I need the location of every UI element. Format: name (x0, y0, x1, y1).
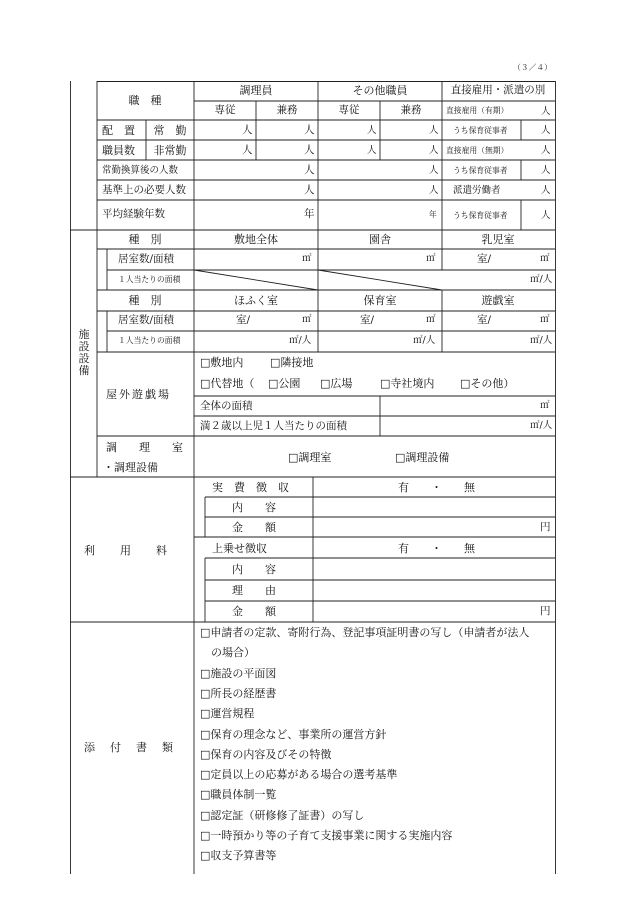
total-area-label: 全体の面積 (200, 400, 253, 412)
attachment-item[interactable]: □定員以上の応募がある場合の選考基準 (200, 768, 398, 782)
fte-label: 常勤換算後の人数 (102, 165, 179, 176)
adjacent-checkbox[interactable]: □隣接地 (270, 356, 314, 369)
dispatch-unit: 人 (541, 185, 551, 196)
dispatch-worker-label: 派遣労働者 (453, 185, 501, 196)
attachment-item[interactable]: □所長の経歴書 (200, 686, 277, 700)
cook-header: 調理員 (239, 84, 273, 97)
cook-fulltime-part-unit: 人 (242, 144, 253, 156)
attachment-item[interactable]: □一時預かり等の子育て支援事業に関する実施内容 (200, 829, 453, 842)
actual-cost-content-label: 内 容 (232, 501, 276, 514)
infant-per-person-unit: ㎡/人 (530, 274, 553, 285)
site-total-area-unit: ㎡ (302, 253, 312, 264)
other-fulltime-part-unit: 人 (367, 145, 377, 156)
rooms-area-label-2: 居室数/面積 (118, 314, 175, 326)
crawl-room-header: ほふく室 (234, 294, 278, 307)
crawl-room-area-unit: ㎡ (302, 314, 312, 325)
direct-fixed-unit: 人 (541, 106, 551, 117)
surcharge-label: 上乗せ徴収 (212, 542, 267, 555)
childcare-fixed-unit: 人 (541, 125, 551, 136)
childcare-unfixed-unit: 人 (541, 165, 551, 176)
temple-checkbox[interactable]: □寺社境内 (380, 377, 435, 390)
infant-room-slash: 室/ (477, 253, 492, 265)
other-fulltime-header: 専従 (338, 104, 360, 116)
actual-cost-amount-label: 金 額 (232, 521, 276, 534)
direct-unfixed-term-label: 直接雇用（無期） (446, 146, 509, 155)
part-time-label: 非常勤 (153, 144, 187, 157)
kitchen-equipment-checkbox[interactable]: □調理設備 (395, 451, 450, 464)
alternative-site-checkbox[interactable]: □代替地（ (200, 377, 255, 390)
kitchen-room-checkbox[interactable]: □調理室 (288, 451, 332, 464)
building-area-unit: ㎡ (426, 253, 436, 264)
total-area-unit: ㎡ (540, 400, 550, 411)
nursery-room-area-unit: ㎡ (426, 314, 436, 325)
kitchen-label-line1: 調 理 室 (106, 441, 183, 454)
other-fte-unit: 人 (429, 165, 439, 176)
play-per-person-unit: ㎡/人 (530, 335, 553, 346)
placement-label: 配 置 (102, 124, 135, 137)
infant-room-area-unit: ㎡ (540, 253, 550, 264)
other-concurrent-regular-unit: 人 (429, 125, 439, 136)
childcare-dispatch-unit: 人 (541, 210, 551, 221)
avg-experience-label: 平均経験年数 (102, 208, 165, 220)
direct-dispatch-header: 直接雇用・派遣の別 (450, 84, 546, 96)
per-child-over2-unit: ㎡/人 (530, 420, 553, 431)
attachment-item[interactable]: □施設の平面図 (200, 666, 277, 680)
kitchen-label-line2: ・調理設備 (103, 461, 158, 474)
crawl-room-slash: 室/ (236, 314, 251, 326)
plaza-checkbox[interactable]: □広場 (320, 377, 353, 390)
cook-fulltime-regular-unit: 人 (242, 124, 253, 136)
per-child-over2-label: 満２歳以上児１人当たりの面積 (200, 420, 347, 432)
per-person-area-label-1: １人当たりの面積 (118, 275, 181, 284)
crawl-per-person-unit: ㎡/人 (289, 335, 312, 346)
other-concurrent-part-unit: 人 (429, 145, 439, 156)
page-number: （３／４） (513, 63, 552, 72)
play-room-area-unit: ㎡ (540, 314, 550, 325)
cook-concurrent-header: 兼務 (276, 104, 298, 116)
infant-room-header: 乳児室 (481, 233, 515, 246)
cook-experience-unit: 年 (304, 208, 315, 220)
nursery-per-person-unit: ㎡/人 (413, 335, 436, 346)
fees-section-label: 利 用 料 (84, 544, 168, 557)
attachment-item[interactable]: □保育の内容及びその特徴 (200, 747, 332, 761)
childcare-worker-dispatch-label: うち保育従事者 (453, 211, 508, 220)
on-site-checkbox[interactable]: □敷地内 (200, 356, 244, 369)
actual-cost-label: 実 費 徴 収 (212, 481, 289, 494)
surcharge-reason-label: 理 由 (232, 584, 276, 597)
site-total-header: 敷地全体 (234, 233, 278, 246)
attachment-item[interactable]: □認定証（研修修了証書）の写し (200, 808, 365, 822)
attachment-item[interactable]: □申請者の定款、寄附行為、登記事項証明書の写し（申請者が法人 (200, 626, 530, 639)
other-checkbox[interactable]: □その他） (460, 377, 515, 390)
cook-concurrent-regular-unit: 人 (304, 124, 315, 136)
attachment-item[interactable]: □保育の理念など、事業所の運営方針 (200, 727, 387, 741)
required-label: 基準上の必要人数 (102, 184, 186, 196)
regular-label: 常 勤 (153, 124, 187, 137)
play-room-header: 遊戯室 (481, 294, 515, 307)
application-form (70, 81, 556, 874)
building-header: 園舎 (369, 233, 391, 246)
actual-cost-yen: 円 (540, 521, 551, 533)
facility-type-header-2: 種 別 (128, 294, 162, 307)
attachment-item[interactable]: □運営規程 (200, 707, 255, 721)
other-fulltime-regular-unit: 人 (367, 125, 377, 136)
surcharge-amount-label: 金 額 (232, 605, 276, 618)
surcharge-content-label: 内 容 (232, 563, 276, 576)
attachment-item[interactable]: □職員体制一覧 (200, 788, 277, 802)
childcare-worker-unfixed-label: うち保育従事者 (453, 166, 508, 175)
direct-fixed-term-label: 直接雇用（有期） (446, 106, 509, 115)
other-experience-unit: 年 (429, 210, 437, 219)
play-room-slash: 室/ (477, 314, 492, 326)
other-staff-header: その他職員 (352, 84, 408, 97)
staff-count-label: 職員数 (102, 144, 135, 157)
actual-cost-yes-no[interactable]: 有 ・ 無 (398, 481, 475, 494)
attachment-item[interactable]: の場合） (200, 646, 255, 660)
attachments-section-label: 添 付 書 類 (84, 741, 175, 754)
cook-required-unit: 人 (304, 184, 315, 196)
other-required-unit: 人 (429, 185, 439, 196)
facility-type-header-1: 種 別 (128, 233, 162, 246)
cook-concurrent-part-unit: 人 (304, 144, 315, 156)
park-checkbox[interactable]: □公園 (268, 377, 301, 390)
direct-unfixed-unit: 人 (541, 145, 551, 156)
surcharge-yen: 円 (540, 605, 551, 617)
per-person-area-label-2: １人当たりの面積 (118, 336, 181, 345)
childcare-worker-fixed-label: うち保育従事者 (453, 126, 508, 135)
nursery-room-slash: 室/ (360, 314, 375, 326)
other-concurrent-header: 兼務 (400, 104, 422, 116)
surcharge-yes-no[interactable]: 有 ・ 無 (398, 542, 475, 555)
attachment-item[interactable]: □収支予算書等 (200, 849, 277, 863)
nursery-room-header: 保育室 (363, 294, 397, 307)
cook-fte-unit: 人 (304, 164, 315, 176)
job-type-header: 職 種 (128, 94, 162, 107)
cook-fulltime-header: 専従 (214, 104, 236, 116)
facility-section-label: 施 設 設 備 (78, 328, 90, 377)
rooms-area-label-1: 居室数/面積 (118, 253, 175, 265)
outdoor-playground-label: 屋外遊戯場 (106, 388, 171, 401)
